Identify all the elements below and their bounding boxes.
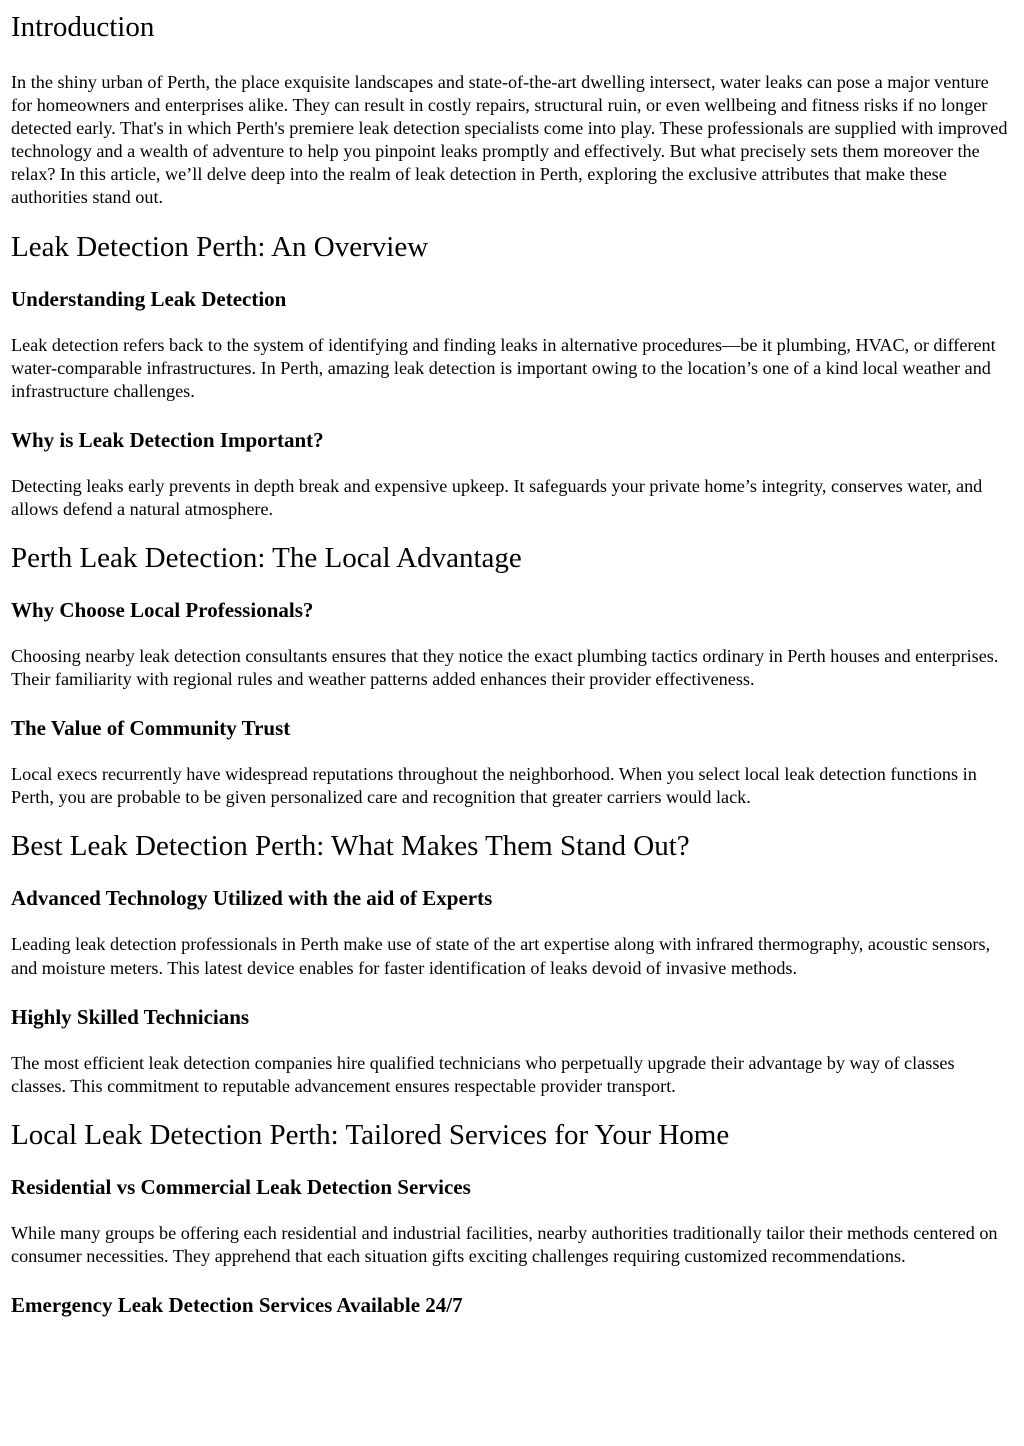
subsection-paragraph-advanced-technology: Leading leak detection professionals in Perth make use of state of the art expertise along with infrared thermography, acoustic sensors, and moisture meters. This latest device enables for faster identification of leaks devoid of invasive methods.: [11, 934, 991, 978]
subsection-heading-understanding: Understanding Leak Detection: [11, 286, 287, 311]
subsection-paragraph-local-professionals: Choosing nearby leak detection consultants ensures that they notice the exact plumbing tactics ordinary in Perth houses and enterprises. Their familiarity with regional rules and weather patterns added enhances their provider effectiveness.: [11, 646, 999, 690]
subsection-heading-local-professionals: Why Choose Local Professionals?: [11, 598, 314, 623]
subsection-heading-residential-commercial: Residential vs Commercial Leak Detection Services: [11, 1174, 471, 1199]
section-heading-overview: Leak Detection Perth: An Overview: [11, 230, 429, 263]
subsection-heading-skilled-technicians: Highly Skilled Technicians: [11, 1004, 250, 1029]
subsection-paragraph-understanding: Leak detection refers back to the system of identifying and finding leaks in alternative procedures—be it plumbing, HVAC, or different water-comparable infrastructures. In Perth, amazing leak detection is important owing to the location’s one of a kind local weather and infrastructure challenges.: [11, 334, 996, 401]
section-heading-stand-out: Best Leak Detection Perth: What Makes Them Stand Out?: [11, 830, 690, 863]
subsection-heading-community-trust: The Value of Community Trust: [11, 716, 291, 741]
subsection-heading-advanced-technology: Advanced Technology Utilized with the aid of Experts: [11, 886, 493, 911]
section-heading-local-advantage: Perth Leak Detection: The Local Advantage: [11, 542, 522, 575]
subsection-heading-emergency-services: Emergency Leak Detection Services Available 24/7: [11, 1292, 463, 1317]
subsection-paragraph-community-trust: Local execs recurrently have widespread reputations throughout the neighborhood. When you select local leak detection functions in Perth, you are probable to be given personalized care and recognition that greater carriers would lack.: [11, 764, 977, 808]
subsection-heading-importance: Why is Leak Detection Important?: [11, 427, 324, 452]
subsection-paragraph-skilled-technicians: The most efficient leak detection companies hire qualified technicians who perpetually upgrade their advantage by way of classes classes. This commitment to reputable advancement ensures respectable provider transport.: [11, 1052, 955, 1096]
intro-paragraph: In the shiny urban of Perth, the place exquisite landscapes and state-of-the-art dwelling intersect, water leaks can pose a major venture for homeowners and enterprises alike. They can result in costly repairs, structural ruin, or even wellbeing and fitness risks if no longer detected early. That's in which Perth's premiere leak detection specialists come into play. These professionals are supplied with improved technology and a wealth of adventure to help you pinpoint leaks promptly and effectively. But what precisely sets them moreover the relax? In this article, we’ll delve deep into the realm of leak detection in Perth, exploring the exclusive attributes that make these authorities stand out.: [11, 72, 1008, 208]
section-heading-tailored-services: Local Leak Detection Perth: Tailored Services for Your Home: [11, 1118, 730, 1151]
subsection-paragraph-importance: Detecting leaks early prevents in depth break and expensive upkeep. It safeguards your private home’s integrity, conserves water, and allows defend a natural atmosphere.: [11, 475, 983, 519]
section-heading-introduction: Introduction: [11, 11, 155, 43]
subsection-paragraph-residential-commercial: While many groups be offering each residential and industrial facilities, nearby authorities traditionally tailor their methods centered on consumer necessities. They apprehend that each situation gifts exciting challenges requiring customized recommendations.: [11, 1222, 998, 1266]
